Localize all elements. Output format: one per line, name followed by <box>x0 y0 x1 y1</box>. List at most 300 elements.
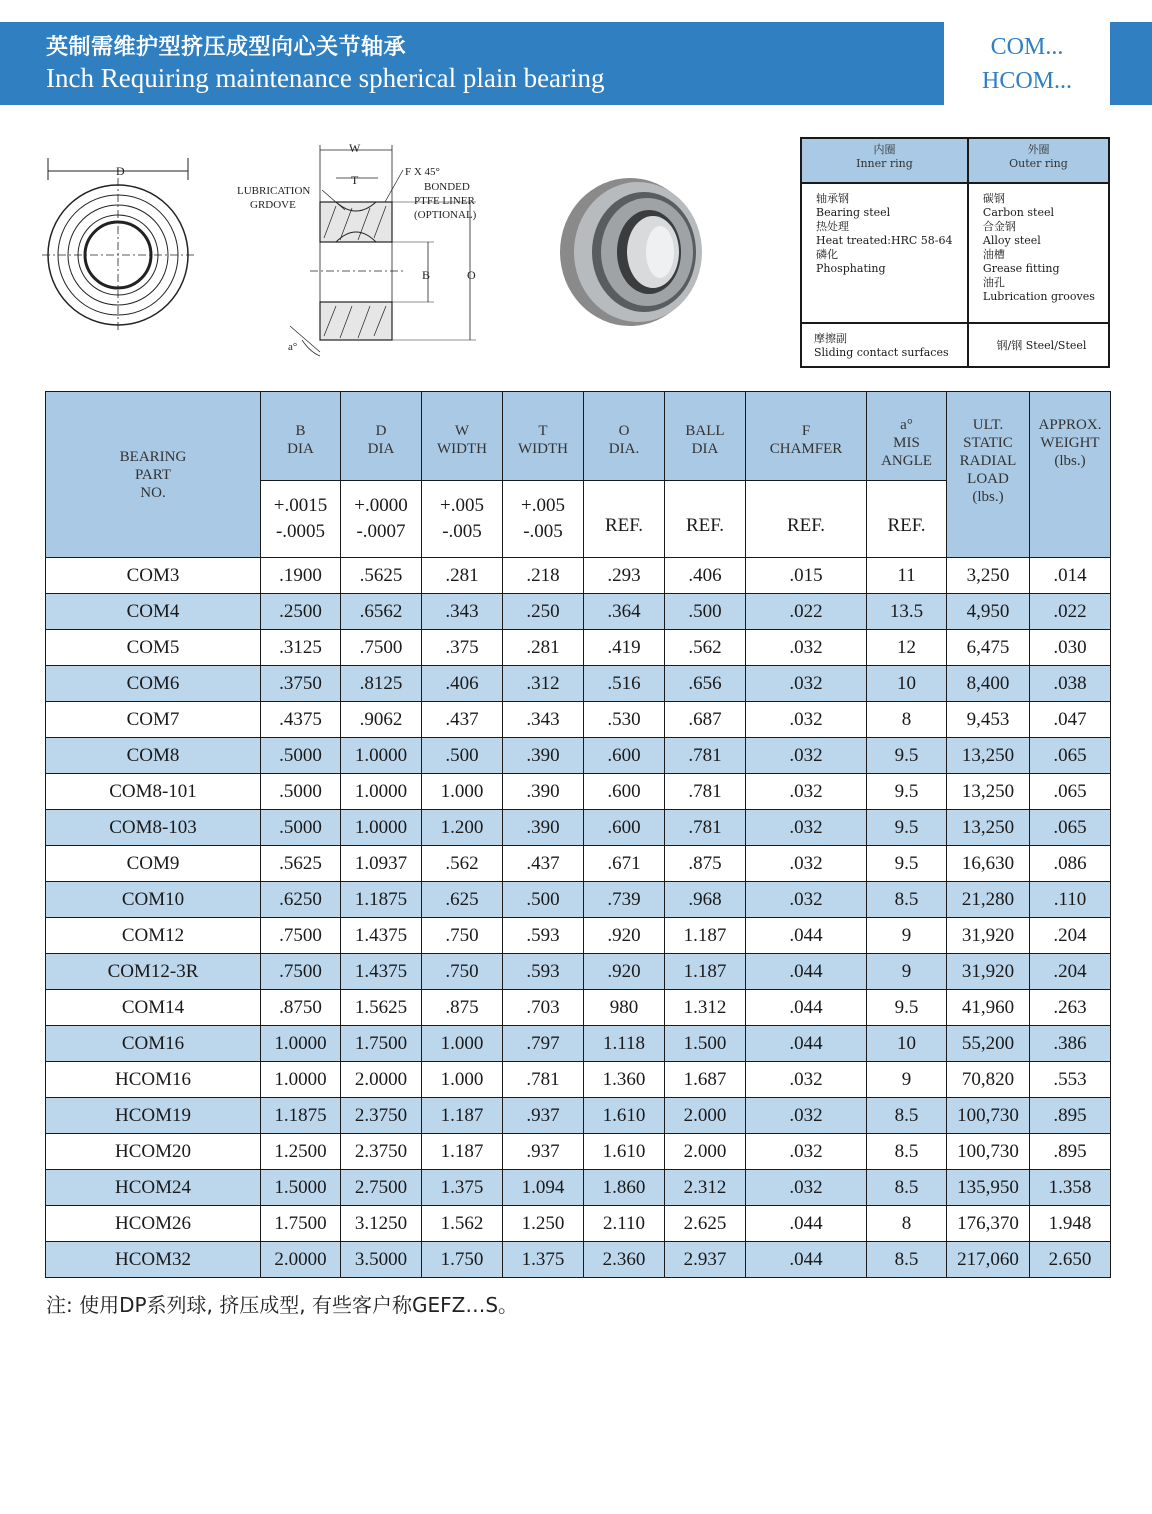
header-line: (lbs.) <box>1054 453 1086 469</box>
table-cell: .920 <box>584 918 665 954</box>
table-cell: 2.3750 <box>341 1134 422 1170</box>
sliding-cn: 摩擦副 <box>814 332 847 345</box>
table-row <box>46 630 1111 666</box>
table-cell: 1.0000 <box>341 810 422 846</box>
table-cell: 8.5 <box>867 882 947 918</box>
label-o: O <box>467 268 476 282</box>
tolerance-line: -.005 <box>442 521 482 542</box>
table-row <box>46 882 1111 918</box>
header-line: ANGLE <box>881 453 932 469</box>
header-line: MIS <box>893 435 920 451</box>
table-cell: 31,920 <box>947 918 1030 954</box>
table-row <box>46 594 1111 630</box>
table-cell: 1.610 <box>584 1134 665 1170</box>
table-cell: .600 <box>584 810 665 846</box>
table-row <box>46 1062 1111 1098</box>
header-line: W <box>454 423 470 439</box>
tolerance-line: +.005 <box>521 495 565 516</box>
table-cell: 55,200 <box>947 1026 1030 1062</box>
table-cell: 41,960 <box>947 990 1030 1026</box>
table-cell: 1.000 <box>422 774 503 810</box>
table-cell: .797 <box>503 1026 584 1062</box>
table-cell: 6,475 <box>947 630 1030 666</box>
table-cell: .250 <box>503 594 584 630</box>
label-bonded: BONDED <box>424 181 470 193</box>
header-f-chamfer <box>746 392 867 481</box>
table-cell: .065 <box>1030 738 1111 774</box>
table-cell: .419 <box>584 630 665 666</box>
table-cell: .600 <box>584 738 665 774</box>
part-number-cell: HCOM26 <box>46 1206 261 1242</box>
table-cell: 2.312 <box>665 1170 746 1206</box>
table-cell: 2.3750 <box>341 1098 422 1134</box>
table-cell: 980 <box>584 990 665 1026</box>
table-cell: .218 <box>503 558 584 594</box>
table-cell: .625 <box>422 882 503 918</box>
table-cell: 9.5 <box>867 990 947 1026</box>
outer-line: 油槽 <box>982 248 1005 261</box>
table-cell: .406 <box>665 558 746 594</box>
table-row <box>46 774 1111 810</box>
header-line: LOAD <box>967 471 1009 487</box>
tolerance-o: REF. <box>584 481 665 558</box>
table-cell: .8125 <box>341 666 422 702</box>
table-cell: 10 <box>867 1026 947 1062</box>
table-cell: 1.0937 <box>341 846 422 882</box>
table-cell: .7500 <box>261 918 341 954</box>
part-number-cell: COM12 <box>46 918 261 954</box>
table-cell: 1.360 <box>584 1062 665 1098</box>
table-cell: 3,250 <box>947 558 1030 594</box>
table-cell: .3125 <box>261 630 341 666</box>
table-cell: .406 <box>422 666 503 702</box>
table-cell: 13,250 <box>947 774 1030 810</box>
side-accent-bar <box>1110 22 1152 105</box>
header-mis-angle <box>867 392 947 481</box>
sliding-en: Sliding contact surfaces <box>814 346 949 359</box>
header-part-no <box>46 392 261 558</box>
table-cell: 1.5000 <box>261 1170 341 1206</box>
header-line: B <box>295 423 306 439</box>
table-cell: 4,950 <box>947 594 1030 630</box>
part-number-cell: COM10 <box>46 882 261 918</box>
table-cell: .390 <box>503 738 584 774</box>
table-cell: 1.187 <box>665 918 746 954</box>
table-cell: .500 <box>422 738 503 774</box>
table-cell: .032 <box>746 738 867 774</box>
table-cell: 1.687 <box>665 1062 746 1098</box>
table-cell: .656 <box>665 666 746 702</box>
sliding-surfaces-value: 钢/钢 Steel/Steel <box>968 323 1109 367</box>
table-cell: .562 <box>665 630 746 666</box>
label-ptfe-liner: PTFE LINER <box>414 195 475 207</box>
tolerance-line: +.0015 <box>273 495 328 516</box>
table-cell: .671 <box>584 846 665 882</box>
table-cell: 1.375 <box>422 1170 503 1206</box>
table-cell: 1.7500 <box>261 1206 341 1242</box>
table-cell: .750 <box>422 954 503 990</box>
table-cell: .6562 <box>341 594 422 630</box>
header-line: BEARING <box>119 448 187 465</box>
inner-line: 轴承钢 <box>816 192 849 205</box>
table-cell: 1.500 <box>665 1026 746 1062</box>
label-d: D <box>116 164 125 178</box>
table-cell: .968 <box>665 882 746 918</box>
header-line: DIA <box>287 441 314 457</box>
outer-line: Alloy steel <box>982 234 1041 247</box>
inner-ring-en: Inner ring <box>856 157 913 170</box>
header-line: WIDTH <box>437 441 487 457</box>
part-number-cell: HCOM20 <box>46 1134 261 1170</box>
table-cell: 13,250 <box>947 810 1030 846</box>
table-cell: .022 <box>746 594 867 630</box>
table-cell: 8,400 <box>947 666 1030 702</box>
table-cell: .6250 <box>261 882 341 918</box>
table-cell: .7500 <box>261 954 341 990</box>
table-cell: 217,060 <box>947 1242 1030 1278</box>
part-number-cell: HCOM16 <box>46 1062 261 1098</box>
table-cell: .7500 <box>341 630 422 666</box>
part-number-cell: COM4 <box>46 594 261 630</box>
header-line: F <box>801 423 811 439</box>
table-cell: 8.5 <box>867 1170 947 1206</box>
table-cell: .920 <box>584 954 665 990</box>
table-cell: 8.5 <box>867 1242 947 1278</box>
sliding-surfaces-label <box>801 323 968 367</box>
table-cell: 2.110 <box>584 1206 665 1242</box>
table-cell: .437 <box>503 846 584 882</box>
series-hcom: HCOM... <box>981 68 1072 94</box>
part-number-cell: COM16 <box>46 1026 261 1062</box>
table-cell: 1.094 <box>503 1170 584 1206</box>
table-cell: 1.7500 <box>341 1026 422 1062</box>
table-row <box>46 1242 1111 1278</box>
table-cell: 1.187 <box>422 1098 503 1134</box>
table-cell: .065 <box>1030 774 1111 810</box>
table-cell: .553 <box>1030 1062 1111 1098</box>
section-view-drawing <box>290 145 476 356</box>
table-row <box>46 558 1111 594</box>
part-number-cell: COM8 <box>46 738 261 774</box>
table-cell: .281 <box>503 630 584 666</box>
table-cell: .937 <box>503 1134 584 1170</box>
table-cell: .2500 <box>261 594 341 630</box>
table-cell: .364 <box>584 594 665 630</box>
table-row <box>46 1026 1111 1062</box>
table-cell: .032 <box>746 702 867 738</box>
header-o-dia <box>584 392 665 481</box>
table-cell: .5625 <box>341 558 422 594</box>
table-cell: 1.375 <box>503 1242 584 1278</box>
table-cell: .8750 <box>261 990 341 1026</box>
tolerance-a: REF. <box>867 481 947 558</box>
table-cell: .781 <box>665 738 746 774</box>
header-line: ULT. <box>972 417 1004 433</box>
tolerance-b <box>261 481 341 558</box>
table-cell: .5625 <box>261 846 341 882</box>
table-cell: 1.250 <box>503 1206 584 1242</box>
table-cell: .044 <box>746 990 867 1026</box>
table-cell: .5000 <box>261 738 341 774</box>
table-cell: .044 <box>746 1242 867 1278</box>
header-radial-load <box>947 392 1030 558</box>
header-line: STATIC <box>963 435 1013 451</box>
table-cell: 1.562 <box>422 1206 503 1242</box>
table-cell: 21,280 <box>947 882 1030 918</box>
tolerance-line: -.0007 <box>356 521 406 542</box>
label-groove: GRDOVE <box>250 199 296 211</box>
table-cell: .739 <box>584 882 665 918</box>
table-cell: 2.0000 <box>261 1242 341 1278</box>
table-cell: .014 <box>1030 558 1111 594</box>
table-cell: .390 <box>503 774 584 810</box>
part-number-cell: COM5 <box>46 630 261 666</box>
header-line: DIA. <box>608 441 640 457</box>
table-cell: .593 <box>503 954 584 990</box>
table-cell: .015 <box>746 558 867 594</box>
table-cell: .032 <box>746 774 867 810</box>
table-cell: 9.5 <box>867 810 947 846</box>
table-cell: 100,730 <box>947 1098 1030 1134</box>
table-cell: .343 <box>422 594 503 630</box>
table-cell: 1.000 <box>422 1026 503 1062</box>
part-number-cell: HCOM32 <box>46 1242 261 1278</box>
table-cell: 12 <box>867 630 947 666</box>
inner-line: Bearing steel <box>816 206 891 219</box>
table-cell: .895 <box>1030 1098 1111 1134</box>
table-cell: 9,453 <box>947 702 1030 738</box>
part-number-cell: COM14 <box>46 990 261 1026</box>
header-w-width <box>422 392 503 481</box>
header-line: CHAMFER <box>769 441 843 457</box>
table-cell: .937 <box>503 1098 584 1134</box>
outer-ring-materials <box>968 183 1109 323</box>
part-number-cell: HCOM24 <box>46 1170 261 1206</box>
tolerance-line: -.005 <box>523 521 563 542</box>
table-cell: .032 <box>746 846 867 882</box>
table-cell: .044 <box>746 918 867 954</box>
header-line: PART <box>134 466 172 483</box>
table-cell: 11 <box>867 558 947 594</box>
table-cell: 8 <box>867 1206 947 1242</box>
table-row <box>46 1134 1111 1170</box>
table-cell: 9.5 <box>867 774 947 810</box>
table-cell: .110 <box>1030 882 1111 918</box>
table-cell: 1.2500 <box>261 1134 341 1170</box>
table-row <box>46 666 1111 702</box>
inner-ring-materials <box>801 183 968 323</box>
header-line: NO. <box>140 484 166 501</box>
table-row <box>46 1098 1111 1134</box>
bearing-drawings <box>40 130 760 370</box>
table-cell: .044 <box>746 1206 867 1242</box>
table-cell: .875 <box>422 990 503 1026</box>
table-cell: .703 <box>503 990 584 1026</box>
table-cell: 1.5625 <box>341 990 422 1026</box>
table-cell: 1.1875 <box>341 882 422 918</box>
table-cell: .5000 <box>261 810 341 846</box>
outer-ring-header <box>968 138 1109 183</box>
tolerance-w <box>422 481 503 558</box>
table-cell: .263 <box>1030 990 1111 1026</box>
tolerance-ball: REF. <box>665 481 746 558</box>
inner-line: Phosphating <box>816 262 886 275</box>
table-cell: 8 <box>867 702 947 738</box>
bearing-photo <box>560 178 702 326</box>
table-cell: 9.5 <box>867 738 947 774</box>
outer-line: 碳钢 <box>982 192 1005 205</box>
header-line: APPROX. <box>1038 417 1102 433</box>
part-number-cell: COM3 <box>46 558 261 594</box>
header-line: T <box>538 423 548 439</box>
bearing-spec-table <box>45 391 1111 1278</box>
table-cell: .500 <box>665 594 746 630</box>
table-cell: 1.0000 <box>341 738 422 774</box>
table-cell: 100,730 <box>947 1134 1030 1170</box>
table-row <box>46 846 1111 882</box>
table-cell: 2.7500 <box>341 1170 422 1206</box>
table-cell: .750 <box>422 918 503 954</box>
table-cell: 1.948 <box>1030 1206 1111 1242</box>
table-cell: .044 <box>746 954 867 990</box>
footnote: 注: 使用DP系列球, 挤压成型, 有些客户称GEFZ…S。 <box>46 1293 519 1317</box>
part-number-cell: HCOM19 <box>46 1098 261 1134</box>
table-cell: .032 <box>746 882 867 918</box>
table-row <box>46 1206 1111 1242</box>
label-w: W <box>349 141 361 155</box>
table-row <box>46 702 1111 738</box>
table-cell: .500 <box>503 882 584 918</box>
title-chinese: 英制需维护型挤压成型向心关节轴承 <box>46 35 407 60</box>
part-number-cell: COM9 <box>46 846 261 882</box>
inner-ring-header <box>801 138 968 183</box>
table-cell: .875 <box>665 846 746 882</box>
table-cell: .5000 <box>261 774 341 810</box>
header-line: D <box>375 423 387 439</box>
label-t: T <box>351 173 359 187</box>
table-cell: .530 <box>584 702 665 738</box>
table-cell: 1.0000 <box>261 1062 341 1098</box>
part-number-cell: COM6 <box>46 666 261 702</box>
series-label <box>944 22 1110 105</box>
table-cell: .343 <box>503 702 584 738</box>
table-cell: 3.5000 <box>341 1242 422 1278</box>
title-english: Inch Requiring maintenance spherical plain bearing <box>46 63 605 93</box>
outer-line: Grease fitting <box>982 262 1060 275</box>
table-row <box>46 954 1111 990</box>
table-cell: 1.610 <box>584 1098 665 1134</box>
table-cell: .032 <box>746 1098 867 1134</box>
label-a: a° <box>288 341 298 353</box>
table-cell: .281 <box>422 558 503 594</box>
header-line: WIDTH <box>518 441 568 457</box>
table-cell: .437 <box>422 702 503 738</box>
table-row <box>46 810 1111 846</box>
table-cell: 1.4375 <box>341 918 422 954</box>
tolerance-t <box>503 481 584 558</box>
title-banner <box>0 22 944 105</box>
table-cell: .032 <box>746 666 867 702</box>
table-cell: 1.187 <box>422 1134 503 1170</box>
table-cell: .044 <box>746 1026 867 1062</box>
inner-line: 热处理 <box>816 220 849 233</box>
table-cell: .375 <box>422 630 503 666</box>
table-cell: .687 <box>665 702 746 738</box>
table-cell: .032 <box>746 1062 867 1098</box>
header-ball-dia <box>665 392 746 481</box>
tolerance-d <box>341 481 422 558</box>
table-cell: 1.200 <box>422 810 503 846</box>
table-cell: .032 <box>746 1134 867 1170</box>
table-cell: 135,950 <box>947 1170 1030 1206</box>
table-cell: 1.0000 <box>261 1026 341 1062</box>
table-cell: 1.118 <box>584 1026 665 1062</box>
table-cell: 2.937 <box>665 1242 746 1278</box>
outer-line: Carbon steel <box>982 206 1054 219</box>
header-line: RADIAL <box>959 453 1017 469</box>
table-cell: 1.1875 <box>261 1098 341 1134</box>
part-number-cell: COM8-101 <box>46 774 261 810</box>
table-cell: .593 <box>503 918 584 954</box>
table-cell: .038 <box>1030 666 1111 702</box>
header-line: a° <box>900 417 913 433</box>
header-line: O <box>618 423 630 439</box>
inner-line: 磷化 <box>816 248 838 261</box>
header-line: BALL <box>685 423 725 439</box>
tolerance-line: -.0005 <box>275 521 326 542</box>
part-number-cell: COM7 <box>46 702 261 738</box>
table-cell: 8.5 <box>867 1134 947 1170</box>
table-cell: .781 <box>503 1062 584 1098</box>
series-com: COM... <box>990 34 1064 60</box>
table-cell: 9 <box>867 954 947 990</box>
table-cell: 1.000 <box>422 1062 503 1098</box>
table-cell: 1.312 <box>665 990 746 1026</box>
table-cell: 1.750 <box>422 1242 503 1278</box>
table-body <box>46 558 1111 1278</box>
table-cell: .3750 <box>261 666 341 702</box>
table-cell: .030 <box>1030 630 1111 666</box>
outer-line: 油孔 <box>982 276 1005 289</box>
outer-ring-en: Outer ring <box>1009 157 1068 170</box>
tolerance-line: +.005 <box>440 495 484 516</box>
table-cell: 13,250 <box>947 738 1030 774</box>
front-view-drawing <box>42 158 194 330</box>
materials-table <box>800 137 1110 368</box>
table-cell: .562 <box>422 846 503 882</box>
header-line: WEIGHT <box>1040 435 1100 451</box>
table-cell: .1900 <box>261 558 341 594</box>
table-cell: 2.000 <box>665 1134 746 1170</box>
outer-line: Lubrication grooves <box>982 290 1095 303</box>
header-line: (lbs.) <box>972 489 1004 505</box>
table-cell: .781 <box>665 774 746 810</box>
table-cell: .4375 <box>261 702 341 738</box>
table-cell: .600 <box>584 774 665 810</box>
label-chamfer: F X 45° <box>405 166 440 178</box>
table-cell: 70,820 <box>947 1062 1030 1098</box>
table-row <box>46 918 1111 954</box>
table-cell: 2.0000 <box>341 1062 422 1098</box>
inner-line: Heat treated:HRC 58-64 <box>816 234 953 247</box>
table-cell: .086 <box>1030 846 1111 882</box>
table-cell: .032 <box>746 810 867 846</box>
table-cell: .293 <box>584 558 665 594</box>
table-cell: 3.1250 <box>341 1206 422 1242</box>
table-cell: 31,920 <box>947 954 1030 990</box>
header-line: DIA <box>367 441 395 457</box>
label-optional: (OPTIONAL) <box>414 209 477 221</box>
